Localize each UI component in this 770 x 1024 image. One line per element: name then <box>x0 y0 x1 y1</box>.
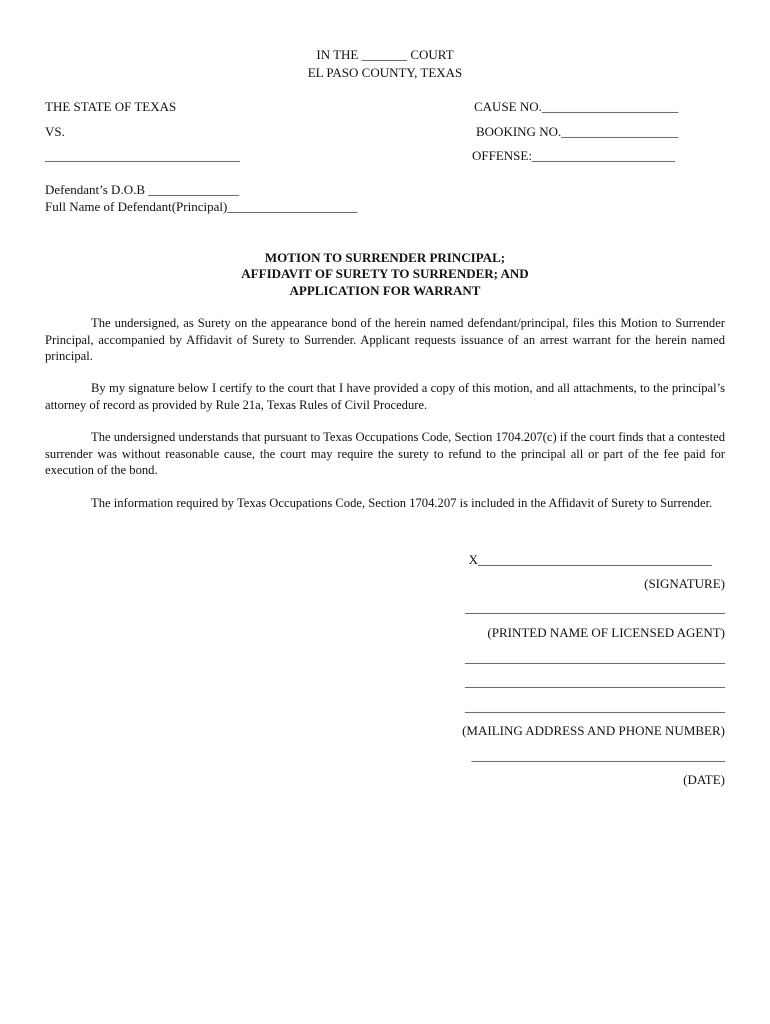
versus-label: VS. <box>45 124 65 139</box>
paragraph-motion-text: The undersigned, as Surety on the appearance bond of the herein named defendant/principal, files this Motion to Surrender Principal, accompanied by Affidavit of Surety to Surrender. Applicant requests issuance of an arrest warrant for the herein named principal. <box>45 316 725 363</box>
paragraph-information-text: The information required by Texas Occupations Code, Section 1704.207 is included in the Affidavit of Surety to Surrender. <box>91 496 713 510</box>
address-line-1[interactable]: ________________________________________ <box>465 650 725 665</box>
printed-name-label: (PRINTED NAME OF LICENSED AGENT) <box>487 625 725 640</box>
defendant-dob-field[interactable]: Defendant’s D.O.B ______________ <box>45 182 240 197</box>
document-title-line-2: AFFIDAVIT OF SURETY TO SURRENDER; AND <box>241 266 529 281</box>
defendant-full-name-field[interactable]: Full Name of Defendant(Principal)____________________ <box>45 199 358 214</box>
booking-number-field[interactable]: BOOKING NO.__________________ <box>476 124 679 139</box>
date-label: (DATE) <box>683 772 725 787</box>
county-heading: EL PASO COUNTY, TEXAS <box>307 65 463 80</box>
paragraph-certification-text: By my signature below I certify to the court that I have provided a copy of this motion, and all attachments, to the principal’s attorney of record as provided by Rule 21a, Texas Rules of Civil Procedure. <box>45 381 725 412</box>
paragraph-information <box>45 495 725 512</box>
date-line[interactable]: _______________________________________ <box>471 748 725 763</box>
address-label: (MAILING ADDRESS AND PHONE NUMBER) <box>462 723 725 738</box>
document-title-line-3: APPLICATION FOR WARRANT <box>289 283 481 298</box>
address-line-2[interactable]: ________________________________________ <box>465 674 725 689</box>
defendant-name-blank[interactable]: ______________________________ <box>45 148 240 163</box>
paragraph-motion <box>45 315 725 365</box>
signature-label: (SIGNATURE) <box>644 576 725 591</box>
offense-field[interactable]: OFFENSE:______________________ <box>472 148 675 163</box>
cause-number-field[interactable]: CAUSE NO._____________________ <box>474 99 679 114</box>
address-line-3[interactable]: ________________________________________ <box>465 699 725 714</box>
paragraph-refund-text: The undersigned understands that pursuant to Texas Occupations Code, Section 1704.207(c) if the court finds that a contested surrender was without reasonable cause, the court may require the surety to refund to the principal all or part of the fee paid for execution of the bond. <box>45 430 725 477</box>
paragraph-refund <box>45 429 725 479</box>
document-title-line-1: MOTION TO SURRENDER PRINCIPAL; <box>264 250 506 265</box>
printed-name-line[interactable]: ________________________________________ <box>465 600 725 615</box>
court-heading: IN THE _______ COURT <box>316 47 454 62</box>
state-party: THE STATE OF TEXAS <box>45 99 177 114</box>
paragraph-certification <box>45 380 725 413</box>
signature-line[interactable]: X____________________________________ <box>468 552 712 567</box>
